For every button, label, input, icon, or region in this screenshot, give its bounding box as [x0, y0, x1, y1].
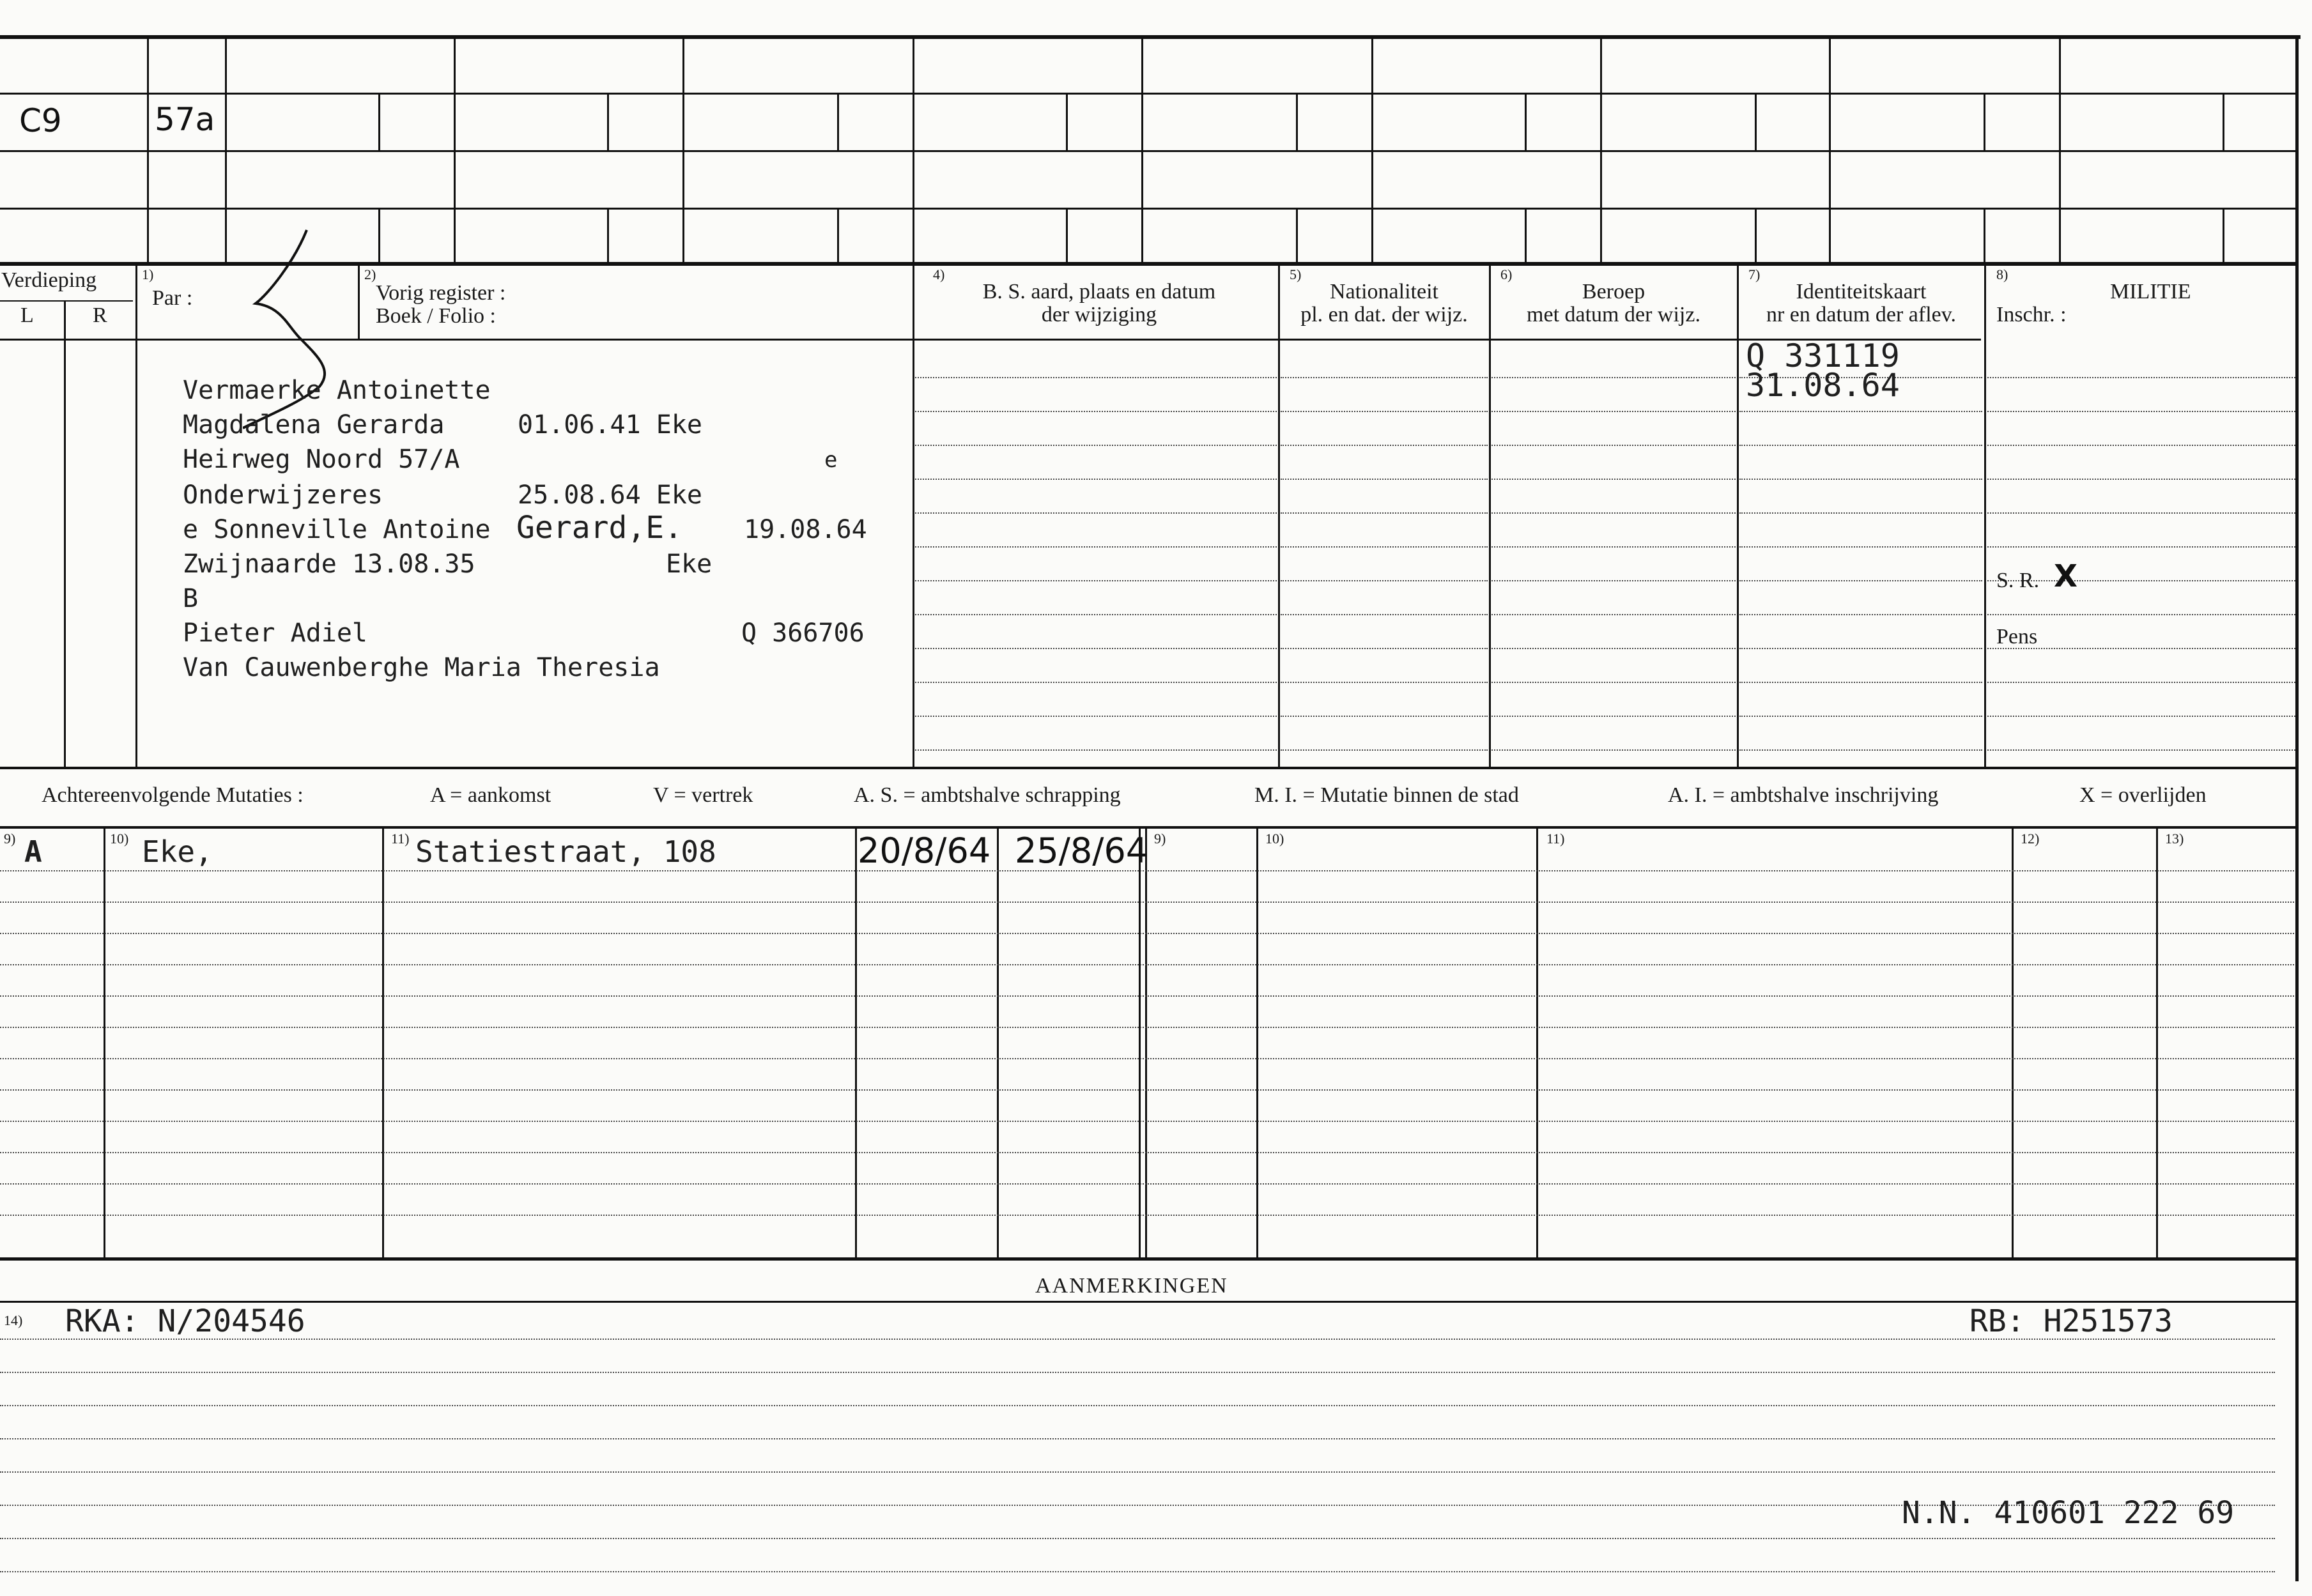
person-line-4a: Onderwijzeres — [183, 480, 383, 510]
dotted-rule — [1987, 512, 2295, 514]
dotted-rule — [1491, 580, 1736, 581]
dotted-rule — [0, 1571, 2275, 1572]
legend-x: X = overlijden — [2079, 783, 2207, 807]
dotted-rule — [1281, 614, 1488, 615]
person-line-5a: e Sonneville Antoine — [183, 515, 491, 544]
dotted-rule — [0, 1471, 2275, 1473]
top-cell-2: 57a — [155, 101, 215, 138]
mutation-place: Eke, — [142, 834, 213, 869]
person-line-8b: Q 366706 — [741, 618, 865, 648]
legend-title: Achtereenvolgende Mutaties : — [42, 783, 304, 807]
dotted-rule — [915, 580, 1277, 581]
person-line-7: B — [183, 584, 199, 613]
dotted-rule — [0, 995, 2294, 997]
mutation-type: A — [24, 834, 42, 869]
person-line-8a: Pieter Adiel — [183, 618, 367, 648]
col6-line1: Beroep — [1582, 280, 1645, 303]
dotted-rule — [0, 1405, 2275, 1406]
col8-num: 8) — [1996, 266, 2008, 282]
legend-mi: M. I. = Mutatie binnen de stad — [1254, 783, 1519, 807]
person-line-3a: Heirweg Noord 57/A — [183, 445, 460, 474]
mut-num-13: 13) — [2165, 831, 2184, 847]
dotted-rule — [1491, 445, 1736, 446]
dotted-rule — [1987, 411, 2295, 412]
militie-sr-mark: X — [2054, 558, 2078, 594]
dotted-rule — [1281, 546, 1488, 548]
person-line-2a: Magdalena Gerarda — [183, 410, 445, 440]
col4-line2: der wijziging — [1041, 303, 1157, 326]
col4-num: 4) — [933, 266, 945, 282]
mut-num-9b: 9) — [1154, 831, 1166, 847]
dotted-rule — [1281, 445, 1488, 446]
dotted-rule — [0, 1339, 2275, 1340]
dotted-rule — [915, 445, 1277, 446]
dotted-rule — [1281, 749, 1488, 751]
dotted-rule — [1491, 512, 1736, 514]
national-number: N.N. 410601 222 69 — [1902, 1495, 2235, 1531]
dotted-rule — [1739, 411, 1982, 412]
dotted-rule — [1281, 716, 1488, 717]
dotted-rule — [0, 1538, 2275, 1539]
dotted-rule — [915, 377, 1277, 378]
floor-header-title: Verdieping — [1, 268, 97, 292]
person-line-6a: Zwijnaarde 13.08.35 — [183, 549, 475, 579]
dotted-rule — [1281, 648, 1488, 649]
remarks-num: 14) — [4, 1312, 23, 1328]
mut-num-12: 12) — [2021, 831, 2040, 847]
col2-line1: Vorig register : — [376, 281, 506, 305]
dotted-rule — [915, 546, 1277, 548]
dotted-rule — [915, 479, 1277, 480]
col2-line2: Boek / Folio : — [376, 304, 496, 328]
mut-num-10a: 10) — [110, 831, 129, 847]
dotted-rule — [1987, 377, 2295, 378]
mut-num-11b: 11) — [1546, 831, 1565, 847]
dotted-rule — [1987, 749, 2295, 751]
floor-left: L — [20, 303, 34, 327]
dotted-rule — [1491, 546, 1736, 548]
dotted-rule — [915, 648, 1277, 649]
remarks-right-ref: RB: H251573 — [1969, 1303, 2173, 1339]
col5-line2: pl. en dat. der wijz. — [1300, 303, 1468, 326]
col2-num: 2) — [364, 266, 376, 282]
dotted-rule — [915, 411, 1277, 412]
legend-ai: A. I. = ambtshalve inschrijving — [1668, 783, 1939, 807]
dotted-rule — [1987, 682, 2295, 683]
dotted-rule — [1987, 614, 2295, 615]
dotted-rule — [1491, 377, 1736, 378]
dotted-rule — [1281, 580, 1488, 581]
dotted-rule — [1491, 749, 1736, 751]
col6-num: 6) — [1500, 266, 1513, 282]
col7-num: 7) — [1748, 266, 1761, 282]
militie-sr-label: S. R. — [1996, 569, 2040, 592]
dotted-rule — [915, 614, 1277, 615]
dotted-rule — [1739, 614, 1982, 615]
dotted-rule — [0, 1058, 2294, 1059]
mut-num-11a: 11) — [391, 831, 410, 847]
legend-a: A = aankomst — [430, 783, 551, 807]
dotted-rule — [1987, 445, 2295, 446]
col1-num: 1) — [142, 266, 154, 282]
dotted-rule — [1281, 411, 1488, 412]
dotted-rule — [0, 964, 2294, 965]
remarks-left-ref: RKA: N/204546 — [65, 1303, 305, 1339]
militie-inschr: Inschr. : — [1996, 303, 2067, 326]
dotted-rule — [1987, 479, 2295, 480]
floor-right: R — [93, 303, 107, 327]
dotted-rule — [1739, 648, 1982, 649]
dotted-rule — [915, 716, 1277, 717]
mutation-date-2: 25/8/64 — [1015, 831, 1148, 871]
dotted-rule — [1987, 716, 2295, 717]
person-line-1: Vermaerke Antoinette — [183, 376, 491, 405]
dotted-rule — [0, 1152, 2294, 1153]
legend-as: A. S. = ambtshalve schrapping — [854, 783, 1121, 807]
person-line-5b: Gerard,E. — [516, 510, 683, 546]
dotted-rule — [1739, 546, 1982, 548]
dotted-rule — [1491, 648, 1736, 649]
dotted-rule — [0, 1438, 2275, 1439]
militie-title: MILITIE — [2110, 280, 2191, 303]
person-line-9: Van Cauwenberghe Maria Theresia — [183, 653, 660, 682]
dotted-rule — [1491, 411, 1736, 412]
col1-label: Par : — [152, 286, 193, 310]
dotted-rule — [915, 512, 1277, 514]
dotted-rule — [1281, 512, 1488, 514]
top-cell-1: C9 — [19, 102, 62, 139]
militie-pens: Pens — [1996, 625, 2038, 648]
dotted-rule — [1281, 479, 1488, 480]
legend-v: V = vertrek — [653, 783, 753, 807]
dotted-rule — [1739, 716, 1982, 717]
dotted-rule — [0, 1215, 2294, 1216]
dotted-rule — [0, 902, 2294, 903]
dotted-rule — [1739, 580, 1982, 581]
mutation-date-1: 20/8/64 — [858, 831, 991, 871]
dotted-rule — [0, 1121, 2294, 1122]
col7-line1: Identiteitskaart — [1796, 280, 1927, 303]
person-line-2b: 01.06.41 Eke — [518, 410, 702, 440]
dotted-rule — [1739, 749, 1982, 751]
person-line-6b: Eke — [666, 549, 713, 579]
person-line-3b: e — [824, 447, 838, 473]
dotted-rule — [1739, 682, 1982, 683]
person-line-5c: 19.08.64 — [744, 515, 867, 544]
col4-line1: B. S. aard, plaats en datum — [982, 280, 1216, 303]
mutation-street: Statiestraat, 108 — [415, 834, 716, 869]
mut-num-9a: 9) — [4, 831, 16, 847]
dotted-rule — [1281, 682, 1488, 683]
dotted-rule — [1739, 479, 1982, 480]
col5-num: 5) — [1290, 266, 1302, 282]
col7-line2: nr en datum der aflev. — [1766, 303, 1957, 326]
dotted-rule — [915, 749, 1277, 751]
remarks-title: AANMERKINGEN — [1035, 1274, 1228, 1298]
dotted-rule — [915, 682, 1277, 683]
id-card-number: Q 331119 — [1746, 337, 1900, 374]
mut-num-10b: 10) — [1265, 831, 1284, 847]
dotted-rule — [0, 1372, 2275, 1373]
dotted-rule — [1739, 512, 1982, 514]
dotted-rule — [0, 1027, 2294, 1028]
dotted-rule — [1739, 445, 1982, 446]
id-card-date: 31.08.64 — [1746, 367, 1900, 404]
dotted-rule — [0, 1183, 2294, 1185]
dotted-rule — [1491, 614, 1736, 615]
dotted-rule — [1491, 479, 1736, 480]
dotted-rule — [1491, 682, 1736, 683]
dotted-rule — [1281, 377, 1488, 378]
person-line-4b: 25.08.64 Eke — [518, 480, 702, 510]
col6-line2: met datum der wijz. — [1527, 303, 1700, 326]
dotted-rule — [1491, 716, 1736, 717]
dotted-rule — [1987, 546, 2295, 548]
col5-line1: Nationaliteit — [1330, 280, 1438, 303]
dotted-rule — [0, 1089, 2294, 1091]
dotted-rule — [0, 933, 2294, 934]
